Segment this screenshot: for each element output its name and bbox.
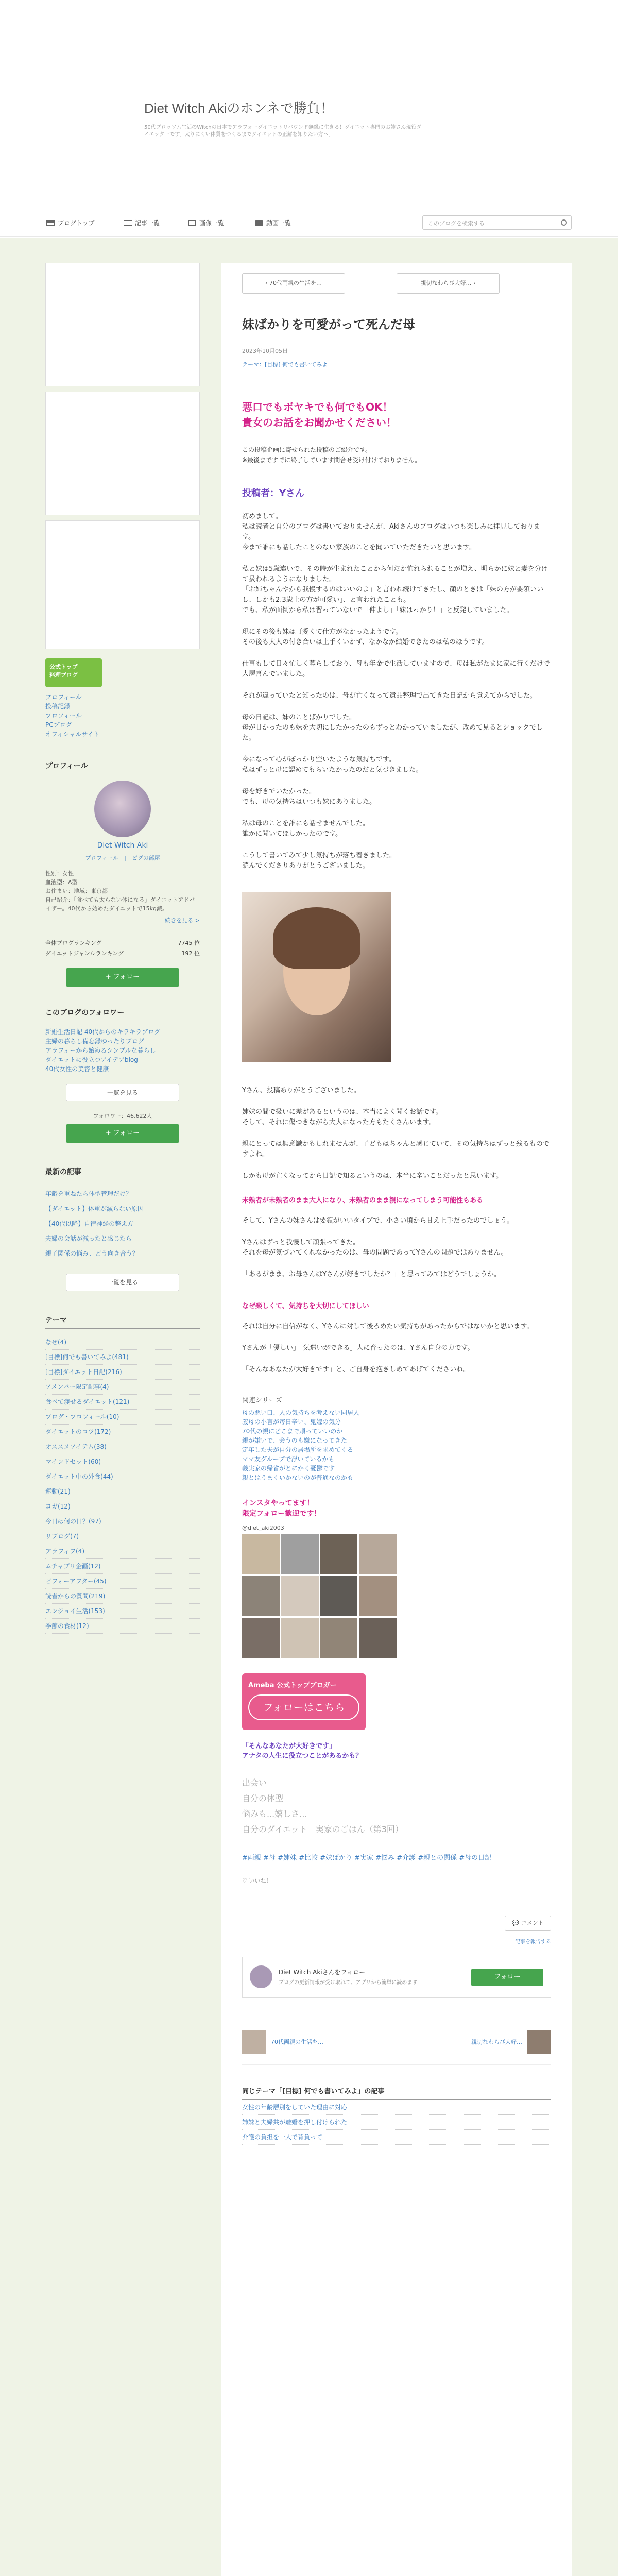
report-link[interactable]: 記事を報告する xyxy=(515,1939,551,1945)
ameba-banner-title: Ameba 公式トップブロガー xyxy=(248,1682,337,1689)
follower-item[interactable]: 主婦の暮らし備忘録ゆったりブログ xyxy=(45,1038,144,1045)
faded-lines xyxy=(242,1775,551,1837)
sidebar-top-links xyxy=(45,692,200,739)
ranking-overall-label: 全体ブログランキング xyxy=(45,940,102,946)
theme-item[interactable]: 読者からの質問(219) xyxy=(45,1589,200,1604)
theme-item[interactable]: ムチャブリ企画(12) xyxy=(45,1559,200,1574)
reply-paragraph: 「そんなあなたが大好きです」と、ご自身を抱きしめてあげてくださいね。 xyxy=(242,1366,470,1374)
sidebar-follow-button[interactable]: + フォロー xyxy=(66,968,179,987)
header-inner xyxy=(144,98,515,139)
reply-paragraph: 「あるがまま、お母さんはYさんが好きでしたか？」と思ってみてはどうでしょうか。 xyxy=(242,1270,501,1278)
article-theme[interactable]: テーマ：[目標] 何でも書いてみよ xyxy=(242,361,328,368)
ranking-genre-value: 192 位 xyxy=(181,950,200,957)
instagram-account[interactable]: @diet_aki2003 xyxy=(242,1524,284,1531)
global-nav-inner xyxy=(46,215,572,230)
highlight-text-2: なぜ楽しくて、気持ちを大切にしてほしい xyxy=(242,1302,369,1310)
instagram-thumb[interactable] xyxy=(281,1576,319,1616)
latest-more-button[interactable]: 一覧を見る xyxy=(66,1274,179,1291)
theme-item[interactable]: 運動(21) xyxy=(45,1484,200,1499)
intro-text: この投稿企画に寄せられた投稿のご紹介です。 ※最後まですでに終了しています問合せ受け付けておりません。 xyxy=(242,446,421,464)
theme-item[interactable]: エンジョイ生活(153) xyxy=(45,1604,200,1619)
reply-paragraph: そして、Yさんの妹さんは要領がいいタイプで、小さい頃から甘え上手だったのでしょう。 xyxy=(242,1217,514,1225)
sidebar-follow-button-2[interactable]: + フォロー xyxy=(66,1124,179,1143)
follow-box-desc: ブログの更新情報が受け取れて、アプリから簡単に読めます xyxy=(279,1980,418,1986)
comment-label: コメント xyxy=(521,1920,544,1926)
video-icon xyxy=(255,220,263,226)
series-link[interactable]: 親が嫌いで、会うのも嫌になってきた xyxy=(242,1437,347,1444)
theme-item[interactable]: なぜ(4) xyxy=(45,1335,200,1350)
faded-line: 悩みも...嬉しさ... xyxy=(242,1809,307,1819)
comment-area xyxy=(242,1916,551,1946)
follower-item[interactable]: アラフォーから始めるシンプルな暮らし xyxy=(45,1047,156,1054)
reply-paragraph: Yさん、投稿ありがとうございました。 xyxy=(242,1087,360,1094)
article-pager-bottom xyxy=(242,2019,551,2065)
theme-item[interactable]: [目標]ダイエット日記(216) xyxy=(45,1365,200,1380)
nav-videos[interactable] xyxy=(255,218,291,227)
faded-line: 自分のダイエット 実家のごはん（第3回） xyxy=(242,1824,403,1834)
follower-item[interactable]: 新婚生活日記 40代からのキラキラブログ xyxy=(45,1028,161,1036)
official-banner[interactable]: 公式トップ 料理ブログ xyxy=(45,658,102,687)
prev-thumb[interactable] xyxy=(242,2030,266,2054)
theme-item[interactable]: 季節の食材(12) xyxy=(45,1619,200,1634)
theme-item[interactable]: 今日は何の日？(97) xyxy=(45,1514,200,1529)
instagram-thumb[interactable] xyxy=(320,1534,358,1574)
series-heading: 関連シリーズ xyxy=(242,1397,282,1404)
instagram-grid[interactable] xyxy=(242,1534,397,1658)
reply-paragraph: Yさんが「優しい」「気遣いができる」人に育ったのは、Yさん自身の力です。 xyxy=(242,1344,474,1352)
follow-box-name: Diet Witch Akiさんをフォロー xyxy=(279,1969,366,1976)
profile-section xyxy=(45,757,200,987)
body-paragraph: それが違っていたと知ったのは、母が亡くなって遺品整理で出てきた日記から覚えてからでした。 xyxy=(242,692,537,700)
body-paragraph: 仕事もして日々忙しく暮らしており、母も年金で生活していますので、母は私がたまに家に行くだけで大層喜んでいました。 xyxy=(242,660,550,678)
instagram-thumb[interactable] xyxy=(359,1576,397,1616)
instagram-thumb[interactable] xyxy=(320,1576,358,1616)
series-link[interactable]: 義実家の帰省がとにかく憂鬱です xyxy=(242,1465,335,1472)
latest-item[interactable]: 【40代以降】自律神経の整え方 xyxy=(45,1216,200,1231)
related-item[interactable]: 女性の年齢層別をしていた理由に対応 xyxy=(242,2100,551,2115)
latest-item[interactable]: 【ダイエット】体重が減らない原因 xyxy=(45,1201,200,1216)
instagram-thumb[interactable] xyxy=(242,1576,280,1616)
theme-heading: テーマ xyxy=(45,1312,200,1329)
home-icon xyxy=(46,220,55,226)
theme-section xyxy=(45,1312,200,1634)
faded-line: 出会い xyxy=(242,1778,267,1788)
body-paragraph: こうして書いてみて少し気持ちが落ち着きました。 読んでくださりありがとうございました。 xyxy=(242,852,397,870)
theme-item[interactable]: リブログ(7) xyxy=(45,1529,200,1544)
theme-item[interactable]: ヨガ(12) xyxy=(45,1499,200,1514)
sidebar-link-profile-2[interactable]: プロフィール xyxy=(45,712,82,719)
next-thumb[interactable] xyxy=(527,2030,551,2054)
theme-item[interactable]: [目標]何でも書いてみよ(481) xyxy=(45,1350,200,1365)
instagram-thumb[interactable] xyxy=(359,1618,397,1658)
instagram-thumb[interactable] xyxy=(242,1618,280,1658)
avatar[interactable] xyxy=(94,781,151,837)
theme-item[interactable]: ダイエット中の外食(44) xyxy=(45,1469,200,1484)
article-title: 妹ばかりを可愛がって死んだ母 xyxy=(242,317,415,332)
sidebar-ad-1[interactable] xyxy=(45,263,200,386)
related-item[interactable]: 姉妹と夫婦共が離婚を押し付けられた xyxy=(242,2115,551,2130)
blog-header xyxy=(0,0,618,201)
instagram-thumb[interactable] xyxy=(281,1618,319,1658)
sidebar-link-official[interactable]: オフィシャルサイト xyxy=(45,731,100,738)
nav-blog-top-label: ブログトップ xyxy=(58,219,95,227)
article-pager-top xyxy=(221,263,572,304)
latest-item[interactable]: 夫婦の会話が減ったと感じたら xyxy=(45,1231,200,1246)
search-placeholder: このブログを検索する xyxy=(428,220,485,227)
comment-icon: 💬 xyxy=(512,1920,521,1926)
nav-images-label: 画像一覧 xyxy=(199,219,225,227)
intro-heading: 悪口でもボヤキでも何でもOK！ 貴女のお話をお聞かせください！ xyxy=(242,401,397,429)
nav-articles[interactable] xyxy=(124,218,160,227)
nav-videos-label: 動画一覧 xyxy=(266,219,291,227)
followers-list xyxy=(45,1027,200,1074)
article-date: 2023年10月05日 xyxy=(242,348,288,354)
latest-heading: 最新の記事 xyxy=(45,1163,200,1180)
chevron-left-icon: ‹ xyxy=(265,280,269,286)
sidebar-ad-3[interactable] xyxy=(45,520,200,649)
follower-item[interactable]: 40代女性の美容と健康 xyxy=(45,1065,109,1073)
ameba-follow-banner[interactable] xyxy=(242,1673,366,1730)
body-paragraph: 現にその後も妹は可愛くて仕方がなかったようです。 その後も大人の付き合いは上手くいかず、なかなか結婚できたのは私のほうです。 xyxy=(242,628,489,646)
followers-more-button[interactable]: 一覧を見る xyxy=(66,1084,179,1101)
series-link[interactable]: 母の悪い口、人の気持ちを考えない同居人 xyxy=(242,1409,360,1416)
reply-paragraph: それは自分に自信がなく、Yさんに対して後ろめたい気持ちがあったからではないかと思います。 xyxy=(242,1323,534,1330)
nav-blog-top[interactable] xyxy=(46,218,95,227)
ranking-overall[interactable] xyxy=(45,938,200,948)
profile-blood: 血液型：A型 xyxy=(45,879,78,886)
prev-article-button[interactable] xyxy=(242,273,345,294)
like-label: いいね！ xyxy=(249,1877,272,1884)
sidebar-link-pc[interactable]: PCブログ xyxy=(45,721,72,728)
theme-item[interactable]: ビフォーアフター(45) xyxy=(45,1574,200,1589)
follow-box xyxy=(242,1957,551,1998)
ranking-block xyxy=(45,933,200,959)
profile-more-link[interactable]: 続きを見る > xyxy=(165,917,200,924)
ranking-overall-value: 7745 位 xyxy=(178,940,200,946)
reply-paragraph: 親にとっては無意識かもしれませんが、子どもはちゃんと感じていて、その気持ちはずっと残るものですよね。 xyxy=(242,1140,550,1158)
instagram-thumb[interactable] xyxy=(320,1618,358,1658)
blog-description: 50代ブロッソム生活のWitchの日本でアラフォーダイエットリバウンド無縁に生きる！ダイエット専門のお姉さん現役ダイエッターです。太りにくい体質をつくるまでダイエットの正解を知りたい方へ。 xyxy=(144,125,422,138)
reply-paragraph: しかも母が亡くなってから日記で知るというのは、本当に辛いことだったと思います。 xyxy=(242,1172,503,1180)
body-paragraph: 今になって心がぽっかり空いたような気持ちです。 私はずっと母に認めてもらいたかったのだと気づきました。 xyxy=(242,756,423,774)
pen-name: 投稿者：Yさん xyxy=(242,488,305,499)
sidebar-ad-2[interactable] xyxy=(45,392,200,515)
body-paragraph: 母を好きでいたかった。 でも、母の気持ちはいつも妹にありました。 xyxy=(242,788,376,806)
followers-heading: このブログのフォロワー xyxy=(45,1004,200,1021)
body-paragraph: 私と妹は5歳違いで、その時が生まれたことから何だか怖れられることが増え、明らかに妹と妻を分けて扱われるようになりました。 「お姉ちゃんやから我慢するのはいいのよ」と言われ続けてきたし、顔のときは「妹の方が要領いいし、しかも2.3歳上の方が可愛い」、と言われたことも。 でも、私が面倒から私は習っていないで「仲よし」「妹はっかり！」と反発していました。 xyxy=(242,565,548,614)
profile-gender: 性別：女性 xyxy=(45,870,74,877)
sidebar xyxy=(45,263,200,1634)
body-paragraph: 私は母のことを誰にも話せませんでした。 誰かに聞いてほしかったのです。 xyxy=(242,820,370,838)
theme-item[interactable]: アメンバー限定記事(4) xyxy=(45,1380,200,1395)
latest-item[interactable]: 年齢を重ねたら体型管理だけ？ xyxy=(45,1187,200,1201)
latest-item[interactable]: 親子関係の悩み、どう向き合う？ xyxy=(45,1246,200,1261)
search-input[interactable] xyxy=(422,215,572,230)
hashtags[interactable]: #両親 #母 #姉妹 #比較 #妹ばかり #実家 #悩み #介護 #親との関係 #母の日記 xyxy=(242,1854,492,1862)
profile-info xyxy=(45,869,200,913)
prev-article-bottom[interactable]: 70代両親の生活を… xyxy=(271,2039,323,2045)
chevron-right-icon: › xyxy=(471,280,476,286)
theme-item[interactable]: オススメアイテム(38) xyxy=(45,1439,200,1454)
theme-item[interactable]: ブログ・プロフィール(10) xyxy=(45,1410,200,1425)
latest-section xyxy=(45,1163,200,1291)
sidebar-link-post[interactable]: 投稿記録 xyxy=(45,703,71,710)
theme-item[interactable]: アラフィフ(4) xyxy=(45,1544,200,1559)
next-article-label: 親切なわらび大好… xyxy=(420,280,472,286)
instagram-thumb[interactable] xyxy=(359,1534,397,1574)
follower-item[interactable]: ダイエットに役立つアイデアblog xyxy=(45,1056,138,1063)
article-column xyxy=(221,263,572,2576)
profile-links[interactable]: プロフィール | ピグの部屋 xyxy=(85,855,160,861)
profile-name[interactable]: Diet Witch Aki xyxy=(97,841,148,850)
search-icon[interactable] xyxy=(561,219,567,226)
purple-tail-text: 「そんなあなたが大好きです」 アナタの人生に役立つことがあるかも？ xyxy=(242,1742,363,1760)
related-section xyxy=(242,2086,551,2145)
follow-box-avatar[interactable] xyxy=(250,1965,272,1988)
body-paragraph: 母の日記は、妹のことばかりでした。 母が甘かったのも妹を大切にしたかったのもずっとわかっていましたが、改めて見るとショックでした。 xyxy=(242,714,543,742)
profile-intro: 自己紹介：「食べても太らない体になる」ダイエットアドバイザー。40代から始めたダイエットで15kg減。 xyxy=(45,896,195,912)
highlight-text: 未熟者が未熟者のまま大人になり、未熟者のまま親になってしまう可能性もある xyxy=(242,1197,484,1205)
profile-area: お住まい：地域：東京都 xyxy=(45,888,108,894)
image-icon xyxy=(188,220,196,226)
like-button[interactable] xyxy=(242,1876,551,1885)
faded-line: 自分の体型 xyxy=(242,1793,284,1803)
body-paragraph: 初めまして。 私は読者と自分のブログは書いておりませんが、Akiさんのブログはいつも楽しみに拝見しております。 今まで誰にも話したことのない家族のことを聞いていただきたいと思います。 xyxy=(242,513,541,551)
article-photo-woman xyxy=(242,892,391,1062)
ameba-follow-button[interactable]: フォローはこちら xyxy=(248,1694,359,1720)
related-item[interactable]: 介護の負担を一人で背負って xyxy=(242,2130,551,2145)
series-link[interactable]: 義母の小言が毎日辛い、鬼嫁の気分 xyxy=(242,1418,341,1426)
blog-title[interactable]: Diet Witch Akiのホンネで勝負！ xyxy=(144,100,334,116)
profile-heading: プロフィール xyxy=(45,757,200,774)
ranking-genre-label: ダイエットジャンルランキング xyxy=(45,950,124,957)
series-link[interactable]: 親とはうまくいかないのが普通なのかも xyxy=(242,1474,354,1481)
follow-box-button[interactable]: フォロー xyxy=(471,1969,543,1986)
followers-section xyxy=(45,1004,200,1143)
photo-hair-shape xyxy=(273,907,360,969)
theme-item[interactable]: ダイエットのコツ(172) xyxy=(45,1425,200,1439)
ranking-genre[interactable] xyxy=(45,948,200,959)
series-link[interactable]: 定年した夫が自分の居場所を求めてくる xyxy=(242,1446,354,1453)
reply-paragraph: 姉妹の間で扱いに差があるというのは、本当によく聞くお話です。 そして、それに傷つきながら大人になった方もたくさんいます。 xyxy=(242,1108,442,1126)
article-body xyxy=(221,304,572,2145)
global-nav xyxy=(0,206,618,237)
reply-paragraph: Yさんはずっと我慢して頑張ってきた。 それを母が気づいてくれなかったのは、母の問題であってYさんの問題ではありません。 xyxy=(242,1239,508,1257)
heart-icon: ♡ xyxy=(242,1877,249,1884)
theme-item[interactable]: マインドセット(60) xyxy=(45,1454,200,1469)
instagram-heading: インスタやってます！ 限定フォロー歓迎です！ xyxy=(242,1499,321,1518)
prev-article-label: 70代両親の生活を… xyxy=(269,280,322,286)
next-article-button[interactable] xyxy=(397,273,500,294)
next-article-bottom[interactable]: 親切なわらび大好… xyxy=(471,2039,522,2045)
instagram-thumb[interactable] xyxy=(242,1534,280,1574)
comment-button[interactable] xyxy=(505,1916,551,1931)
list-icon xyxy=(124,220,132,226)
series-link[interactable]: ママ友グループで浮いているかも xyxy=(242,1455,335,1463)
nav-articles-label: 記事一覧 xyxy=(135,219,160,227)
sidebar-link-profile[interactable]: プロフィール xyxy=(45,693,82,701)
nav-images[interactable] xyxy=(188,218,224,227)
series-link[interactable]: 70代の親にどこまで頼っていいのか xyxy=(242,1428,343,1435)
series-links xyxy=(242,1408,551,1482)
instagram-thumb[interactable] xyxy=(281,1534,319,1574)
followers-count: フォロワー：46,622人 xyxy=(93,1113,152,1120)
related-heading: 同じテーマ「[目標] 何でも書いてみよ」の記事 xyxy=(242,2086,551,2100)
theme-item[interactable]: 食べて痩せるダイエット(121) xyxy=(45,1395,200,1410)
